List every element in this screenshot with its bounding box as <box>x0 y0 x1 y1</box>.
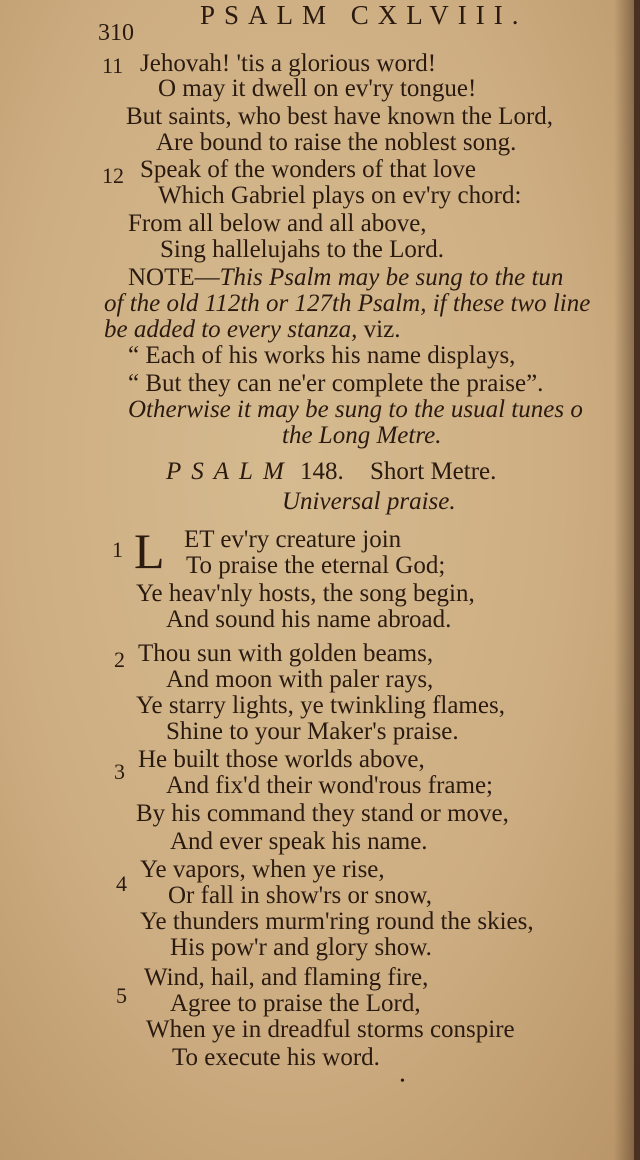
psalm-title: PSALM <box>166 458 294 485</box>
note-label: NOTE— <box>128 264 220 291</box>
page-number: 310 <box>98 20 134 46</box>
stanza-line: And moon with paler rays, <box>166 666 434 693</box>
verse-line: Are bound to raise the noblest song. <box>156 129 517 156</box>
stanza-line: When ye in dreadful storms conspire <box>146 1016 515 1043</box>
stanza-line: Ye starry lights, ye twinkling flames, <box>136 692 505 719</box>
stanza-line: Shine to your Maker's praise. <box>166 718 459 745</box>
stanza-number: 3 <box>114 759 125 784</box>
stanza-line: And sound his name abroad. <box>166 606 452 633</box>
psalm-metre: Short Metre. <box>370 458 497 485</box>
note-viz: viz. <box>363 316 401 343</box>
verse-line: But saints, who best have known the Lord, <box>126 103 554 130</box>
note-line: of the old 112th or 127th Psalm, if these two line <box>104 290 591 317</box>
stanza-line: By his command they stand or move, <box>136 800 509 827</box>
stanza-number: 2 <box>114 647 125 672</box>
stanza-line: To execute his word. <box>172 1044 380 1071</box>
stanza-line: Ye thunders murm'ring round the skies, <box>140 908 534 935</box>
stanza-line: Ye vapors, when ye rise, <box>140 856 385 883</box>
stanza-number: 4 <box>116 871 127 896</box>
stanza-number: 1 <box>112 537 123 562</box>
note-line: the Long Metre. <box>282 422 442 449</box>
stanza-line: Thou sun with golden beams, <box>138 640 434 667</box>
note-quote: “ Each of his works his name displays, <box>128 342 516 369</box>
verse-number: 11 <box>102 53 124 78</box>
page-edge <box>634 0 640 1160</box>
stanza-line: Ye heav'nly hosts, the song begin, <box>136 580 475 607</box>
psalm-heading <box>166 458 496 486</box>
verse-line: Sing hallelujahs to the Lord. <box>160 236 444 263</box>
stanza-line: To praise the eternal God; <box>186 552 446 579</box>
note-line <box>128 264 563 292</box>
verse-line: Jehovah! 'tis a glorious word! <box>140 50 437 77</box>
note-line: Otherwise it may be sung to the usual tunes o <box>128 396 583 423</box>
note-quote: “ But they can ne'er complete the praise”. <box>128 370 544 397</box>
note-line <box>104 316 400 344</box>
end-ornament-icon: • <box>400 1074 405 1089</box>
stanza-line: And ever speak his name. <box>170 828 428 855</box>
verse-line: Which Gabriel plays on ev'ry chord: <box>158 182 522 209</box>
drop-cap: L <box>134 523 165 579</box>
psalm-subtitle: Universal praise. <box>282 488 456 515</box>
stanza-line: His pow'r and glory show. <box>170 934 432 961</box>
running-head: PSALM CXLVIII. <box>200 0 528 30</box>
stanza-number: 5 <box>116 983 127 1008</box>
stanza-line: ET ev'ry creature join <box>184 526 402 553</box>
psalm-number: 148. <box>300 458 344 485</box>
stanza-line: He built those worlds above, <box>138 746 425 773</box>
verse-line: O may it dwell on ev'ry tongue! <box>158 75 477 102</box>
stanza-line: Or fall in show'rs or snow, <box>168 882 432 909</box>
note-text: be added to every stanza, <box>104 316 358 343</box>
stanza-line: And fix'd their wond'rous frame; <box>166 772 493 799</box>
stanza-line: Agree to praise the Lord, <box>170 990 421 1017</box>
verse-number: 12 <box>102 163 124 188</box>
verse-line: From all below and all above, <box>128 210 427 237</box>
stanza-line: Wind, hail, and flaming fire, <box>144 964 429 991</box>
verse-line: Speak of the wonders of that love <box>140 156 477 183</box>
note-text: This Psalm may be sung to the tun <box>219 264 564 291</box>
